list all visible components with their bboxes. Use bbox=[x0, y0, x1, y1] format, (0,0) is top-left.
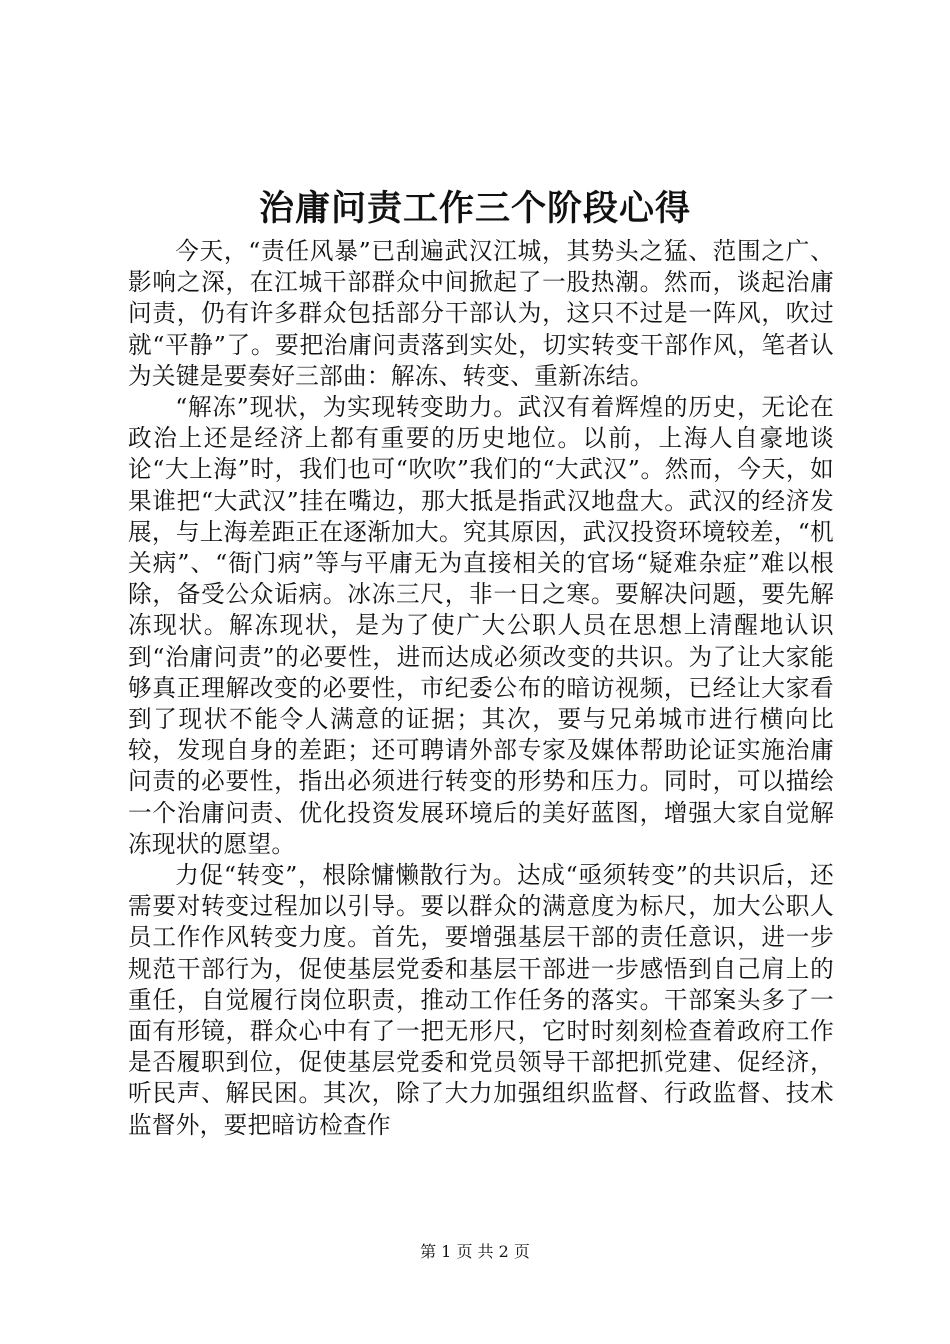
paragraph-thaw: “解冻”现状，为实现转变助力。武汉有着辉煌的历史，无论在政治上还是经济上都有重要的历史地位。以前，上海人自豪地谈论“大上海”时，我们也可“吹吹”我们的“大武汉”。然而，今天，如果谁把“大武汉”挂在嘴边，那大抵是指武汉地盘大。武汉的经济发展，与上海差距正在逐渐加大。究其原因，武汉投资环境较差，“机关病”、“衙门病”等与平庸无为直接相关的官场“疑难杂症”难以根除，备受公众诟病。冰冻三尺，非一日之寒。要解决问题，要先解冻现状。解冻现状，是为了使广大公职人员在思想上清醒地认识到“治庸问责”的必要性，进而达成必须改变的共识。为了让大家能够真正理解改变的必要性，市纪委公布的暗访视频，已经让大家看到了现状不能令人满意的证据；其次，要与兄弟城市进行横向比较，发现自身的差距；还可聘请外部专家及媒体帮助论证实施治庸问责的必要性，指出必须进行转变的形势和压力。同时，可以描绘一个治庸问责、优化投资发展环境后的美好蓝图，增强大家自觉解冻现状的愿望。 bbox=[128, 393, 834, 858]
document-body bbox=[128, 236, 834, 1141]
paragraph-intro: 今天，“责任风暴”已刮遍武汉江城，其势头之猛、范围之广、影响之深，在江城干部群众中间掀起了一股热潮。然而，谈起治庸问责，仍有许多群众包括部分干部认为，这只不过是一阵风，吹过就“平静”了。要把治庸问责落到实处，切实转变干部作风，笔者认为关键是要奏好三部曲：解冻、转变、重新冻结。 bbox=[128, 237, 834, 390]
paragraph-transform: 力促“转变”，根除慵懒散行为。达成“亟须转变”的共识后，还需要对转变过程加以引导。要以群众的满意度为标尺，加大公职人员工作作风转变力度。首先，要增强基层干部的责任意识，进一步规范干部行为，促使基层党委和基层干部进一步感悟到自己肩上的重任，自觉履行岗位职责，推动工作任务的落实。干部案头多了一面有形镜，群众心中有了一把无形尺，它时时刻刻检查着政府工作是否履职到位，促使基层党委和党员领导干部把抓党建、促经济，听民声、解民困。其次，除了大力加强组织监督、行政监督、技术监督外，要把暗访检查作 bbox=[128, 861, 834, 1139]
document-title: 治庸问责工作三个阶段心得 bbox=[258, 188, 691, 229]
page-footer: 第 1 页 共 2 页 bbox=[420, 1242, 530, 1261]
